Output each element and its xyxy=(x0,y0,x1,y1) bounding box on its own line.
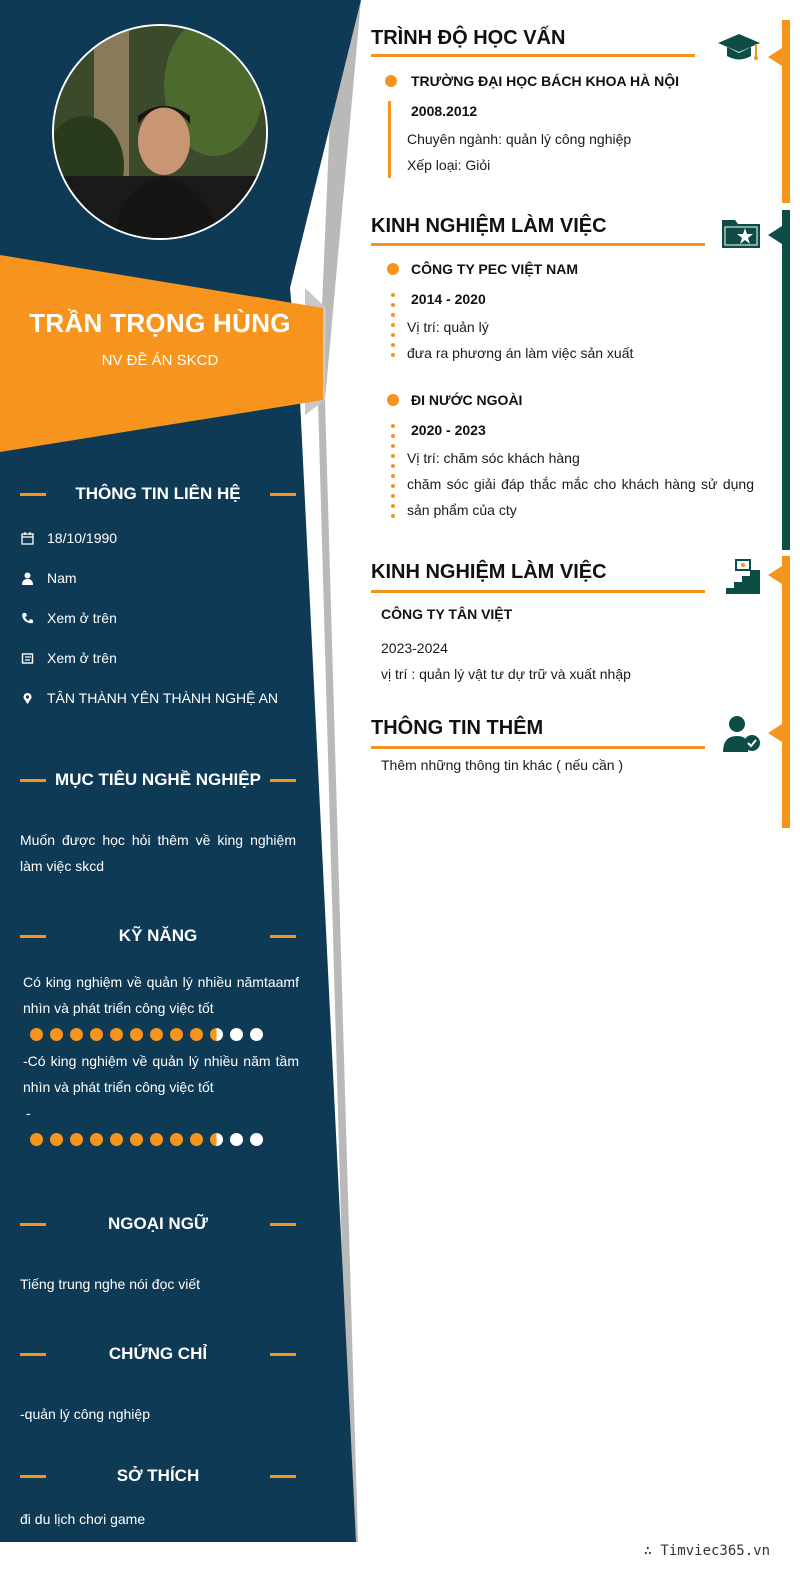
education-rank: Xếp loại: Giỏi xyxy=(407,157,491,173)
graduation-cap-icon xyxy=(718,30,758,66)
gender-value: Nam xyxy=(47,570,77,586)
hobbies-heading xyxy=(20,1462,296,1490)
edge-pointer xyxy=(768,226,782,244)
rating-dot-full xyxy=(30,1028,43,1041)
rating-dot-full xyxy=(190,1028,203,1041)
heading-dash xyxy=(20,1475,46,1478)
rating-dot-full xyxy=(90,1133,103,1146)
contact-address xyxy=(20,687,310,709)
rating-dot-empty xyxy=(250,1028,263,1041)
experience2-heading: KINH NGHIỆM LÀM VIỆC xyxy=(371,561,607,583)
job-1-company: CÔNG TY PEC VIỆT NAM xyxy=(411,261,578,277)
job-2-position: Vị trí: chăm sóc khách hàng xyxy=(407,450,580,466)
rating-dot-full xyxy=(170,1133,183,1146)
rating-dot-full xyxy=(30,1133,43,1146)
skills-heading-label: KỸ NĂNG xyxy=(118,926,198,945)
job-3-company: CÔNG TY TÂN VIỆT xyxy=(381,606,513,622)
edge-pointer xyxy=(768,566,782,584)
rating-dot-full xyxy=(170,1028,183,1041)
extra-info-heading: THÔNG TIN THÊM xyxy=(371,717,544,739)
timeline-dots xyxy=(391,424,395,518)
certificates-text: -quản lý công nghiệp xyxy=(20,1406,150,1422)
job-2-company: ĐI NƯỚC NGOÀI xyxy=(411,392,523,408)
skills-heading xyxy=(20,922,296,950)
timeline-bullet xyxy=(387,263,399,275)
rating-dot-full xyxy=(110,1133,123,1146)
rating-dot-full xyxy=(130,1133,143,1146)
rating-dot-full xyxy=(130,1028,143,1041)
folder-star-icon xyxy=(721,216,761,252)
heading-dash xyxy=(20,935,46,938)
footer-brand: ∴ Timviec365.vn xyxy=(643,1543,770,1559)
languages-heading-label: NGOẠI NGỮ xyxy=(107,1214,209,1233)
job-2-period: 2020 - 2023 xyxy=(411,422,486,438)
skill-1-rating xyxy=(30,1028,263,1042)
rating-dot-empty xyxy=(250,1133,263,1146)
phone-icon xyxy=(20,611,34,625)
hobbies-heading-label: SỞ THÍCH xyxy=(116,1466,200,1485)
objective-text: Muốn được học hỏi thêm về king nghiệm làm việc skcd xyxy=(20,832,296,874)
heading-underline xyxy=(371,54,695,57)
skill-2-extra: - xyxy=(26,1105,31,1121)
address-value: TÂN THÀNH YÊN THÀNH NGHỆ AN xyxy=(47,690,279,706)
extra-info-text: Thêm những thông tin khác ( nếu cần ) xyxy=(381,757,624,773)
contact-email xyxy=(20,647,310,669)
heading-underline xyxy=(371,746,705,749)
education-heading: TRÌNH ĐỘ HỌC VẤN xyxy=(371,27,566,49)
certificates-heading-label: CHỨNG CHỈ xyxy=(108,1344,208,1363)
skill-1-text: Có king nghiệm về quản lý nhiều nămtaamf nhìn và phát triển công việc tốt xyxy=(23,974,299,1016)
edge-bar-experience xyxy=(782,210,790,550)
heading-dash xyxy=(270,1223,296,1226)
contact-phone xyxy=(20,607,310,629)
heading-dash xyxy=(20,1353,46,1356)
email-value: Xem ở trên xyxy=(47,650,117,666)
heading-dash xyxy=(270,779,296,782)
heading-underline xyxy=(371,243,705,246)
rating-dot-full xyxy=(150,1028,163,1041)
profile-photo xyxy=(52,24,268,240)
contact-birthday xyxy=(20,527,310,549)
heading-dash xyxy=(270,1475,296,1478)
skill-2-text: -Có king nghiệm về quản lý nhiều năm tầm nhìn và phát triển công việc tốt xyxy=(23,1053,299,1095)
timeline-dots xyxy=(391,293,395,357)
rating-dot-full xyxy=(70,1133,83,1146)
heading-dash xyxy=(20,1223,46,1226)
timeline-bullet xyxy=(387,394,399,406)
education-school: TRƯỜNG ĐẠI HỌC BÁCH KHOA HÀ NỘI xyxy=(411,73,680,89)
rating-dot-full xyxy=(70,1028,83,1041)
education-year: 2008.2012 xyxy=(411,103,478,119)
user-check-icon xyxy=(723,714,763,750)
job-2-description-line1: chăm sóc giải đáp thắc mắc cho khách hàng sử dụng xyxy=(407,476,754,492)
edge-bar-extra xyxy=(782,556,790,828)
person-icon xyxy=(20,571,34,585)
birthday-value: 18/10/1990 xyxy=(47,530,118,546)
job-2-description-line2: sản phẩm của cty xyxy=(407,502,517,518)
skill-2-rating xyxy=(30,1133,263,1147)
rating-dot-full xyxy=(110,1028,123,1041)
rating-dot-half xyxy=(210,1028,223,1041)
stairs-goal-icon xyxy=(724,558,764,594)
contact-gender xyxy=(20,567,310,589)
contact-heading xyxy=(20,480,296,508)
heading-dash xyxy=(20,493,46,496)
languages-heading xyxy=(20,1210,296,1238)
objective-heading-label: MỤC TIÊU NGHỀ NGHIỆP xyxy=(55,770,261,789)
job-1-description: đưa ra phương án làm việc sản xuất xyxy=(407,345,634,361)
objective-heading xyxy=(20,766,296,794)
timeline-bullet xyxy=(385,75,397,87)
rating-dot-full xyxy=(190,1133,203,1146)
heading-dash xyxy=(20,779,46,782)
edge-pointer xyxy=(768,724,782,742)
education-major: Chuyên ngành: quản lý công nghiệp xyxy=(407,131,632,147)
experience-heading: KINH NGHIỆM LÀM VIỆC xyxy=(371,215,607,237)
calendar-icon xyxy=(20,531,34,545)
heading-dash xyxy=(270,1353,296,1356)
contact-heading-label: THÔNG TIN LIÊN HỆ xyxy=(75,484,241,503)
email-icon xyxy=(20,651,34,665)
rating-dot-full xyxy=(50,1133,63,1146)
job-3-period: 2023-2024 xyxy=(381,640,448,656)
rating-dot-full xyxy=(50,1028,63,1041)
rating-dot-half xyxy=(210,1133,223,1146)
job-1-position: Vị trí: quản lý xyxy=(407,319,489,335)
rating-dot-empty xyxy=(230,1028,243,1041)
profile-job-title: NV ĐỀ ÁN SKCD xyxy=(101,352,219,369)
job-1-period: 2014 - 2020 xyxy=(411,291,486,307)
edge-pointer xyxy=(768,48,782,66)
timeline-bar xyxy=(388,101,391,178)
certificates-heading xyxy=(20,1340,296,1368)
languages-text: Tiếng trung nghe nói đọc viết xyxy=(20,1276,201,1292)
rating-dot-full xyxy=(90,1028,103,1041)
phone-value: Xem ở trên xyxy=(47,610,117,626)
hobbies-text: đi du lịch chơi game xyxy=(20,1511,146,1527)
location-icon xyxy=(20,691,34,705)
profile-name: TRẦN TRỌNG HÙNG xyxy=(29,308,291,338)
heading-dash xyxy=(270,493,296,496)
rating-dot-full xyxy=(150,1133,163,1146)
job-3-position: vị trí : quản lý vật tư dự trữ và xuất nhập xyxy=(381,666,631,682)
heading-dash xyxy=(270,935,296,938)
rating-dot-empty xyxy=(230,1133,243,1146)
heading-underline xyxy=(371,590,705,593)
edge-bar-education xyxy=(782,20,790,203)
